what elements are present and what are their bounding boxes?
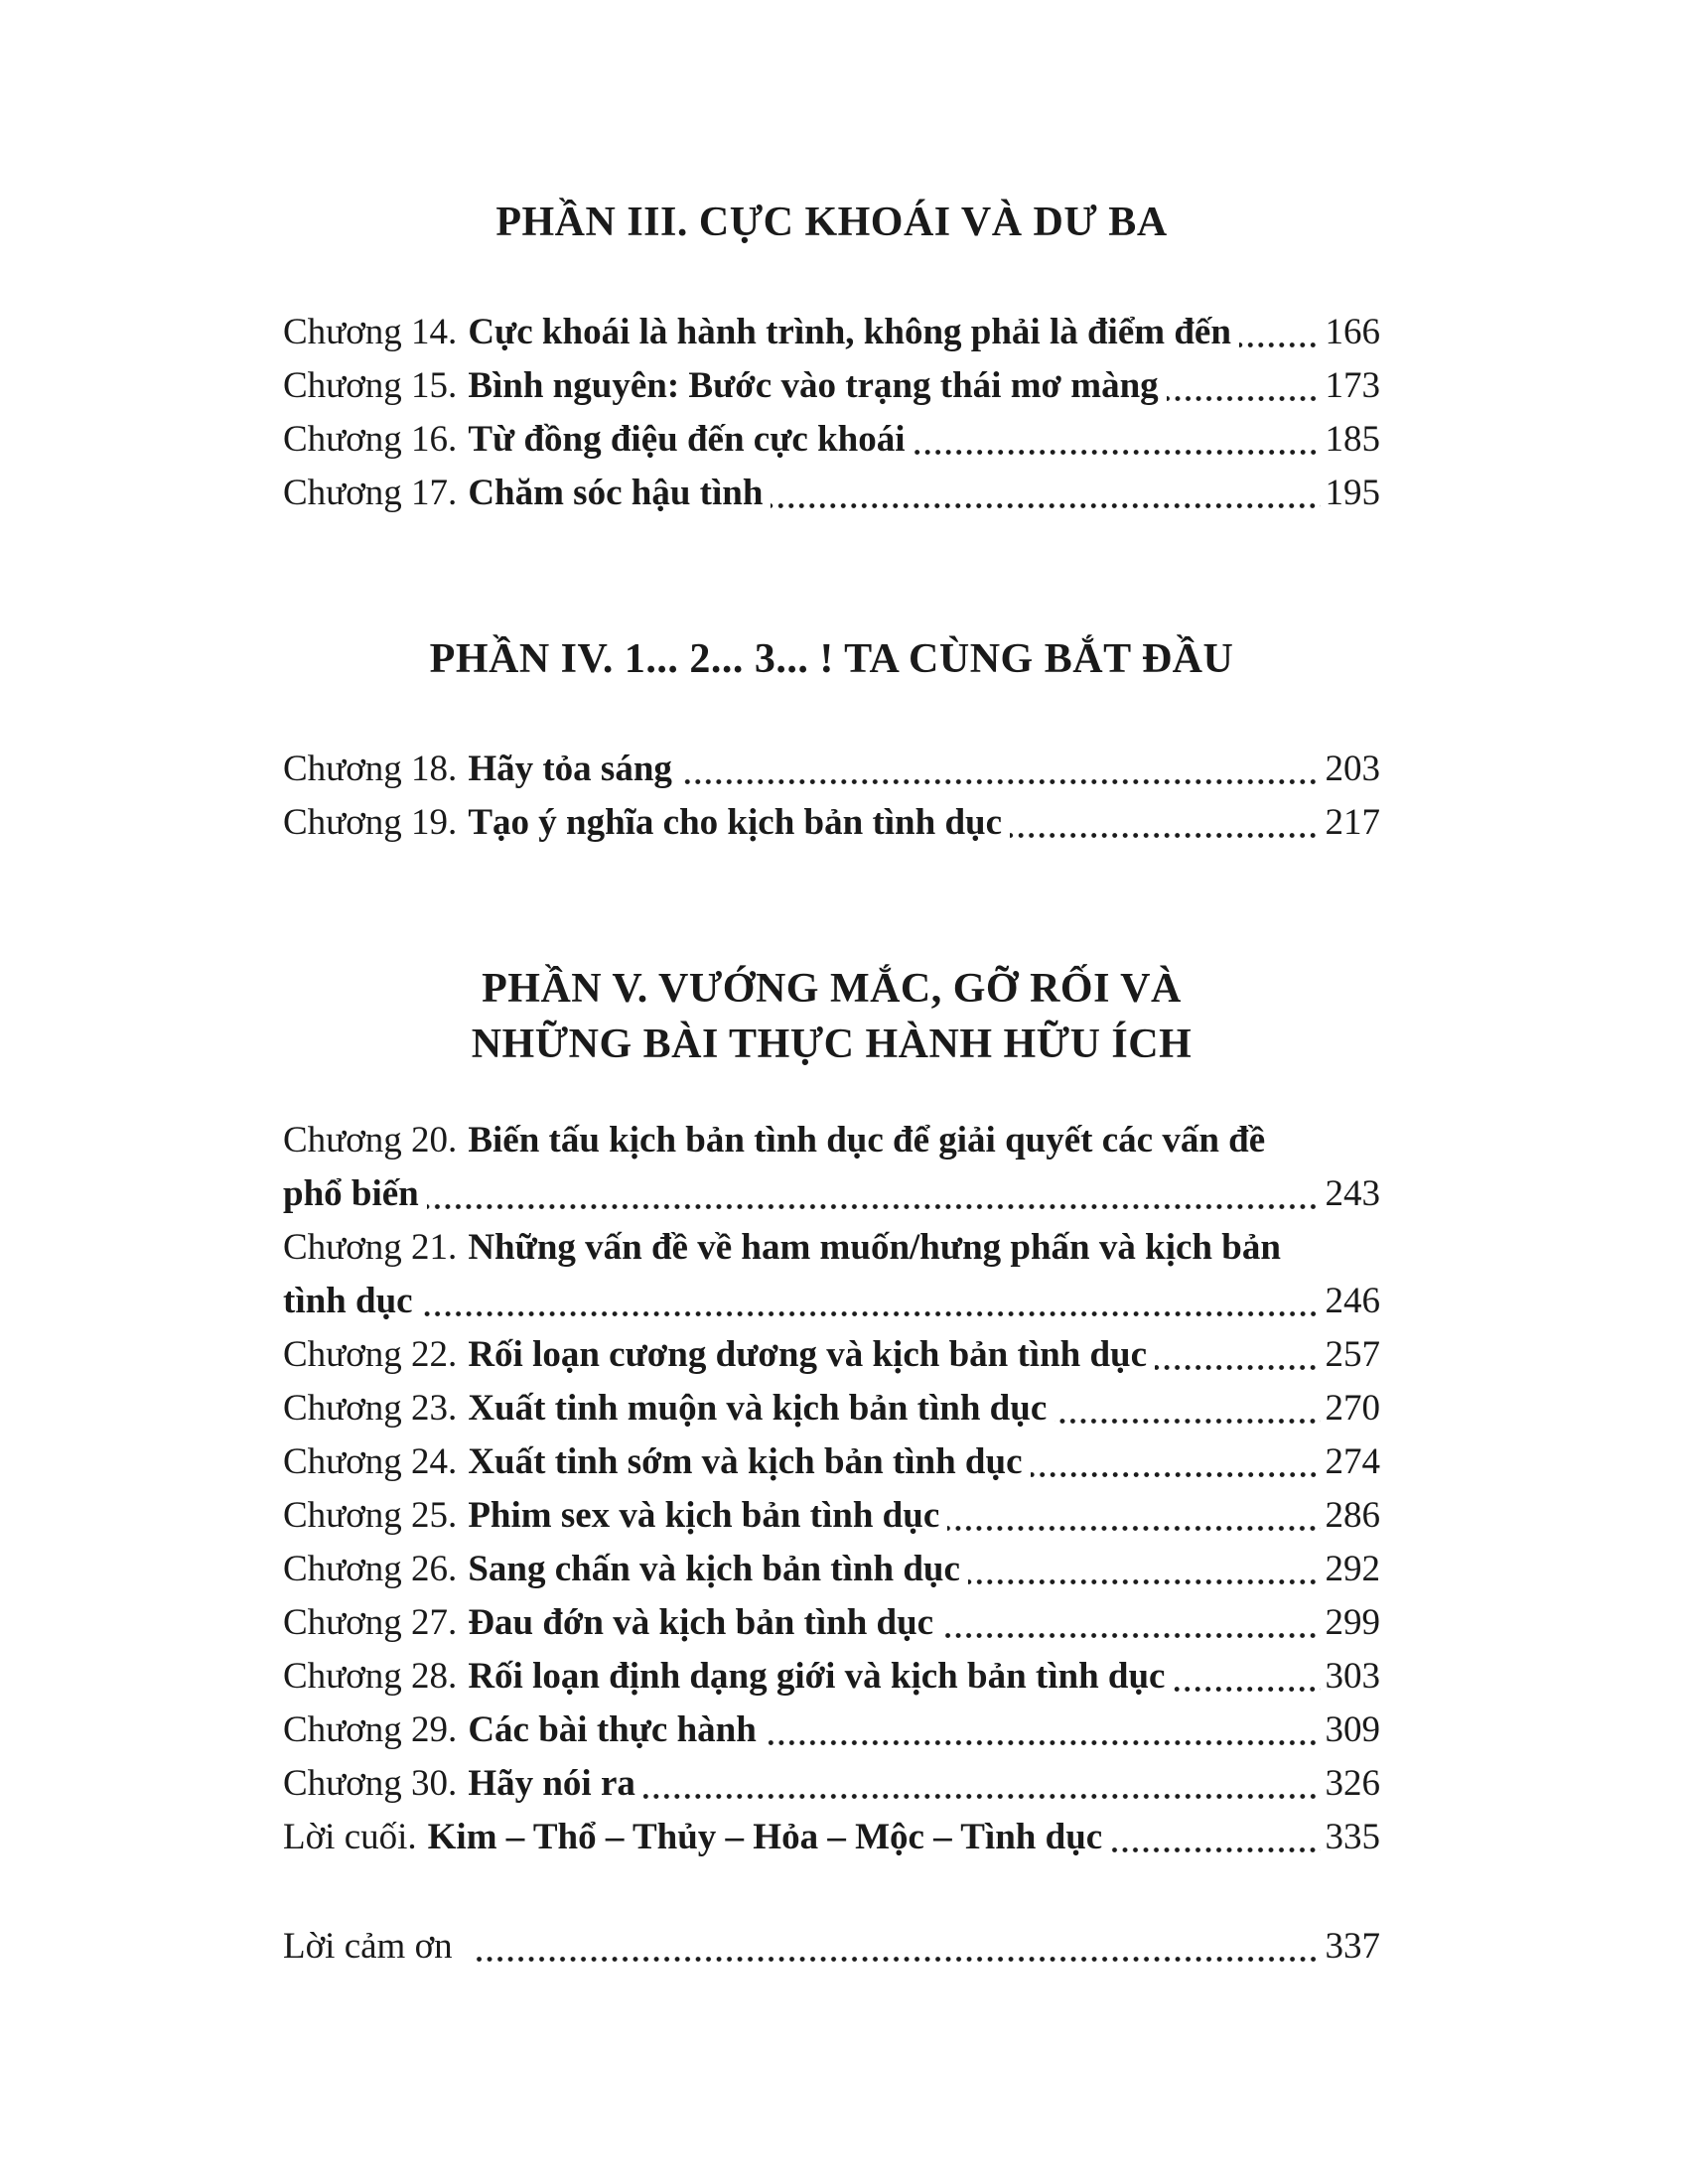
page-number: 292 bbox=[1325, 1549, 1380, 1589]
chapter-label: Chương 14. bbox=[283, 312, 458, 352]
chapter-title: Những vấn đề về ham muốn/hưng phấn và kịch bản bbox=[468, 1227, 1281, 1268]
chapter-label: Chương 17. bbox=[283, 473, 458, 513]
chapter-title: Sang chấn và kịch bản tình dục bbox=[468, 1549, 960, 1589]
toc-entry bbox=[283, 359, 1380, 413]
toc-entry bbox=[283, 743, 1380, 796]
page-number: 274 bbox=[1325, 1441, 1380, 1482]
toc-entry-wrapped bbox=[283, 1114, 1380, 1221]
chapter-title: Hãy nói ra bbox=[468, 1763, 635, 1804]
section-heading: PHẦN III. CỰC KHOÁI VÀ DƯ BA bbox=[495, 200, 1168, 245]
page-number: 309 bbox=[1325, 1709, 1380, 1750]
chapter-title: Rối loạn định dạng giới và kịch bản tình dục bbox=[468, 1656, 1166, 1697]
chapter-label: Chương 23. bbox=[283, 1388, 458, 1429]
page-number: 173 bbox=[1325, 365, 1380, 406]
chapter-title-continuation: tình dục bbox=[283, 1281, 413, 1321]
page-number: 203 bbox=[1325, 749, 1380, 789]
chapter-label: Chương 27. bbox=[283, 1602, 458, 1643]
toc-entry-line-2 bbox=[283, 1275, 1380, 1328]
page-number: 299 bbox=[1325, 1602, 1380, 1643]
section-part-4 bbox=[283, 631, 1380, 850]
chapter-title: Biến tấu kịch bản tình dục để giải quyết các vấn đề bbox=[468, 1120, 1266, 1160]
toc-entry bbox=[283, 1704, 1380, 1757]
chapter-title: Các bài thực hành bbox=[468, 1709, 757, 1750]
chapter-title: Bình nguyên: Bước vào trạng thái mơ màng bbox=[468, 365, 1159, 406]
chapter-label: Chương 20. bbox=[283, 1120, 458, 1160]
section-heading: PHẦN IV. 1... 2... 3... ! TA CÙNG BẮT ĐẦU bbox=[429, 636, 1234, 682]
page-number: 257 bbox=[1325, 1334, 1380, 1375]
chapter-title: Từ đồng điệu đến cực khoái bbox=[468, 419, 906, 460]
chapter-title: Cực khoái là hành trình, không phải là điểm đến bbox=[468, 312, 1231, 352]
chapter-label: Chương 24. bbox=[283, 1441, 458, 1482]
page-number: 335 bbox=[1325, 1817, 1380, 1857]
page-number: 270 bbox=[1325, 1388, 1380, 1429]
chapter-title: Chăm sóc hậu tình bbox=[468, 473, 764, 513]
toc-entry bbox=[283, 413, 1380, 467]
toc-entry-wrapped bbox=[283, 1221, 1380, 1328]
section-part-3 bbox=[283, 195, 1380, 520]
page-number: 246 bbox=[1325, 1281, 1380, 1321]
acknowledgements-label: Lời cảm ơn bbox=[283, 1926, 453, 1967]
toc-entry bbox=[283, 1650, 1380, 1704]
chapter-label: Chương 21. bbox=[283, 1227, 458, 1268]
section-heading-group bbox=[283, 631, 1380, 687]
toc-entry bbox=[283, 1543, 1380, 1596]
chapter-title: Rối loạn cương dương và kịch bản tình dục bbox=[468, 1334, 1148, 1375]
toc-entry-line-1 bbox=[283, 1114, 1380, 1167]
chapter-title: Đau đớn và kịch bản tình dục bbox=[468, 1602, 934, 1643]
toc-entry-epilogue bbox=[283, 1811, 1380, 1864]
chapter-label: Chương 26. bbox=[283, 1549, 458, 1589]
chapter-label: Chương 30. bbox=[283, 1763, 458, 1804]
toc-entry-line-2 bbox=[283, 1167, 1380, 1221]
toc-entry bbox=[283, 306, 1380, 359]
chapter-label: Chương 16. bbox=[283, 419, 458, 460]
toc-entry bbox=[283, 1489, 1380, 1543]
chapter-label: Chương 29. bbox=[283, 1709, 458, 1750]
toc-entry-line-1 bbox=[283, 1221, 1380, 1275]
toc-entry bbox=[283, 796, 1380, 850]
toc-entry bbox=[283, 1757, 1380, 1811]
page-number: 195 bbox=[1325, 473, 1380, 513]
section-heading-line-1: PHẦN V. VƯỚNG MẮC, GỠ RỐI VÀ bbox=[482, 966, 1182, 1012]
chapter-title: Xuất tinh sớm và kịch bản tình dục bbox=[468, 1441, 1023, 1482]
page-number: 166 bbox=[1325, 312, 1380, 352]
page-number: 303 bbox=[1325, 1656, 1380, 1697]
chapter-label: Chương 15. bbox=[283, 365, 458, 406]
page-number: 286 bbox=[1325, 1495, 1380, 1536]
chapter-title: Tạo ý nghĩa cho kịch bản tình dục bbox=[468, 802, 1003, 843]
chapter-label: Chương 19. bbox=[283, 802, 458, 843]
toc-entry bbox=[283, 1435, 1380, 1489]
page-number: 185 bbox=[1325, 419, 1380, 460]
epilogue-title: Kim – Thổ – Thủy – Hỏa – Mộc – Tình dục bbox=[427, 1817, 1103, 1857]
toc-entry-acknowledgements bbox=[283, 1920, 1380, 1974]
chapter-label: Chương 28. bbox=[283, 1656, 458, 1697]
chapter-label: Chương 22. bbox=[283, 1334, 458, 1375]
chapter-label: Chương 18. bbox=[283, 749, 458, 789]
toc-entry bbox=[283, 1596, 1380, 1650]
toc-entry bbox=[283, 1382, 1380, 1435]
section-heading-line-2: NHỮNG BÀI THỰC HÀNH HỮU ÍCH bbox=[471, 1022, 1193, 1067]
chapter-title: Hãy tỏa sáng bbox=[468, 749, 672, 789]
page-number: 326 bbox=[1325, 1763, 1380, 1804]
section-part-5 bbox=[283, 961, 1380, 1864]
toc-entry bbox=[283, 467, 1380, 520]
toc-entry bbox=[283, 1328, 1380, 1382]
section-heading-group bbox=[283, 961, 1380, 1072]
page-number: 243 bbox=[1325, 1173, 1380, 1214]
chapter-title-continuation: phổ biến bbox=[283, 1173, 419, 1214]
page-number: 337 bbox=[1325, 1926, 1380, 1967]
chapter-title: Phim sex và kịch bản tình dục bbox=[468, 1495, 940, 1536]
chapter-title: Xuất tinh muộn và kịch bản tình dục bbox=[468, 1388, 1048, 1429]
epilogue-label: Lời cuối. bbox=[283, 1817, 417, 1857]
chapter-label: Chương 25. bbox=[283, 1495, 458, 1536]
page-number: 217 bbox=[1325, 802, 1380, 843]
section-heading-group bbox=[283, 195, 1380, 250]
